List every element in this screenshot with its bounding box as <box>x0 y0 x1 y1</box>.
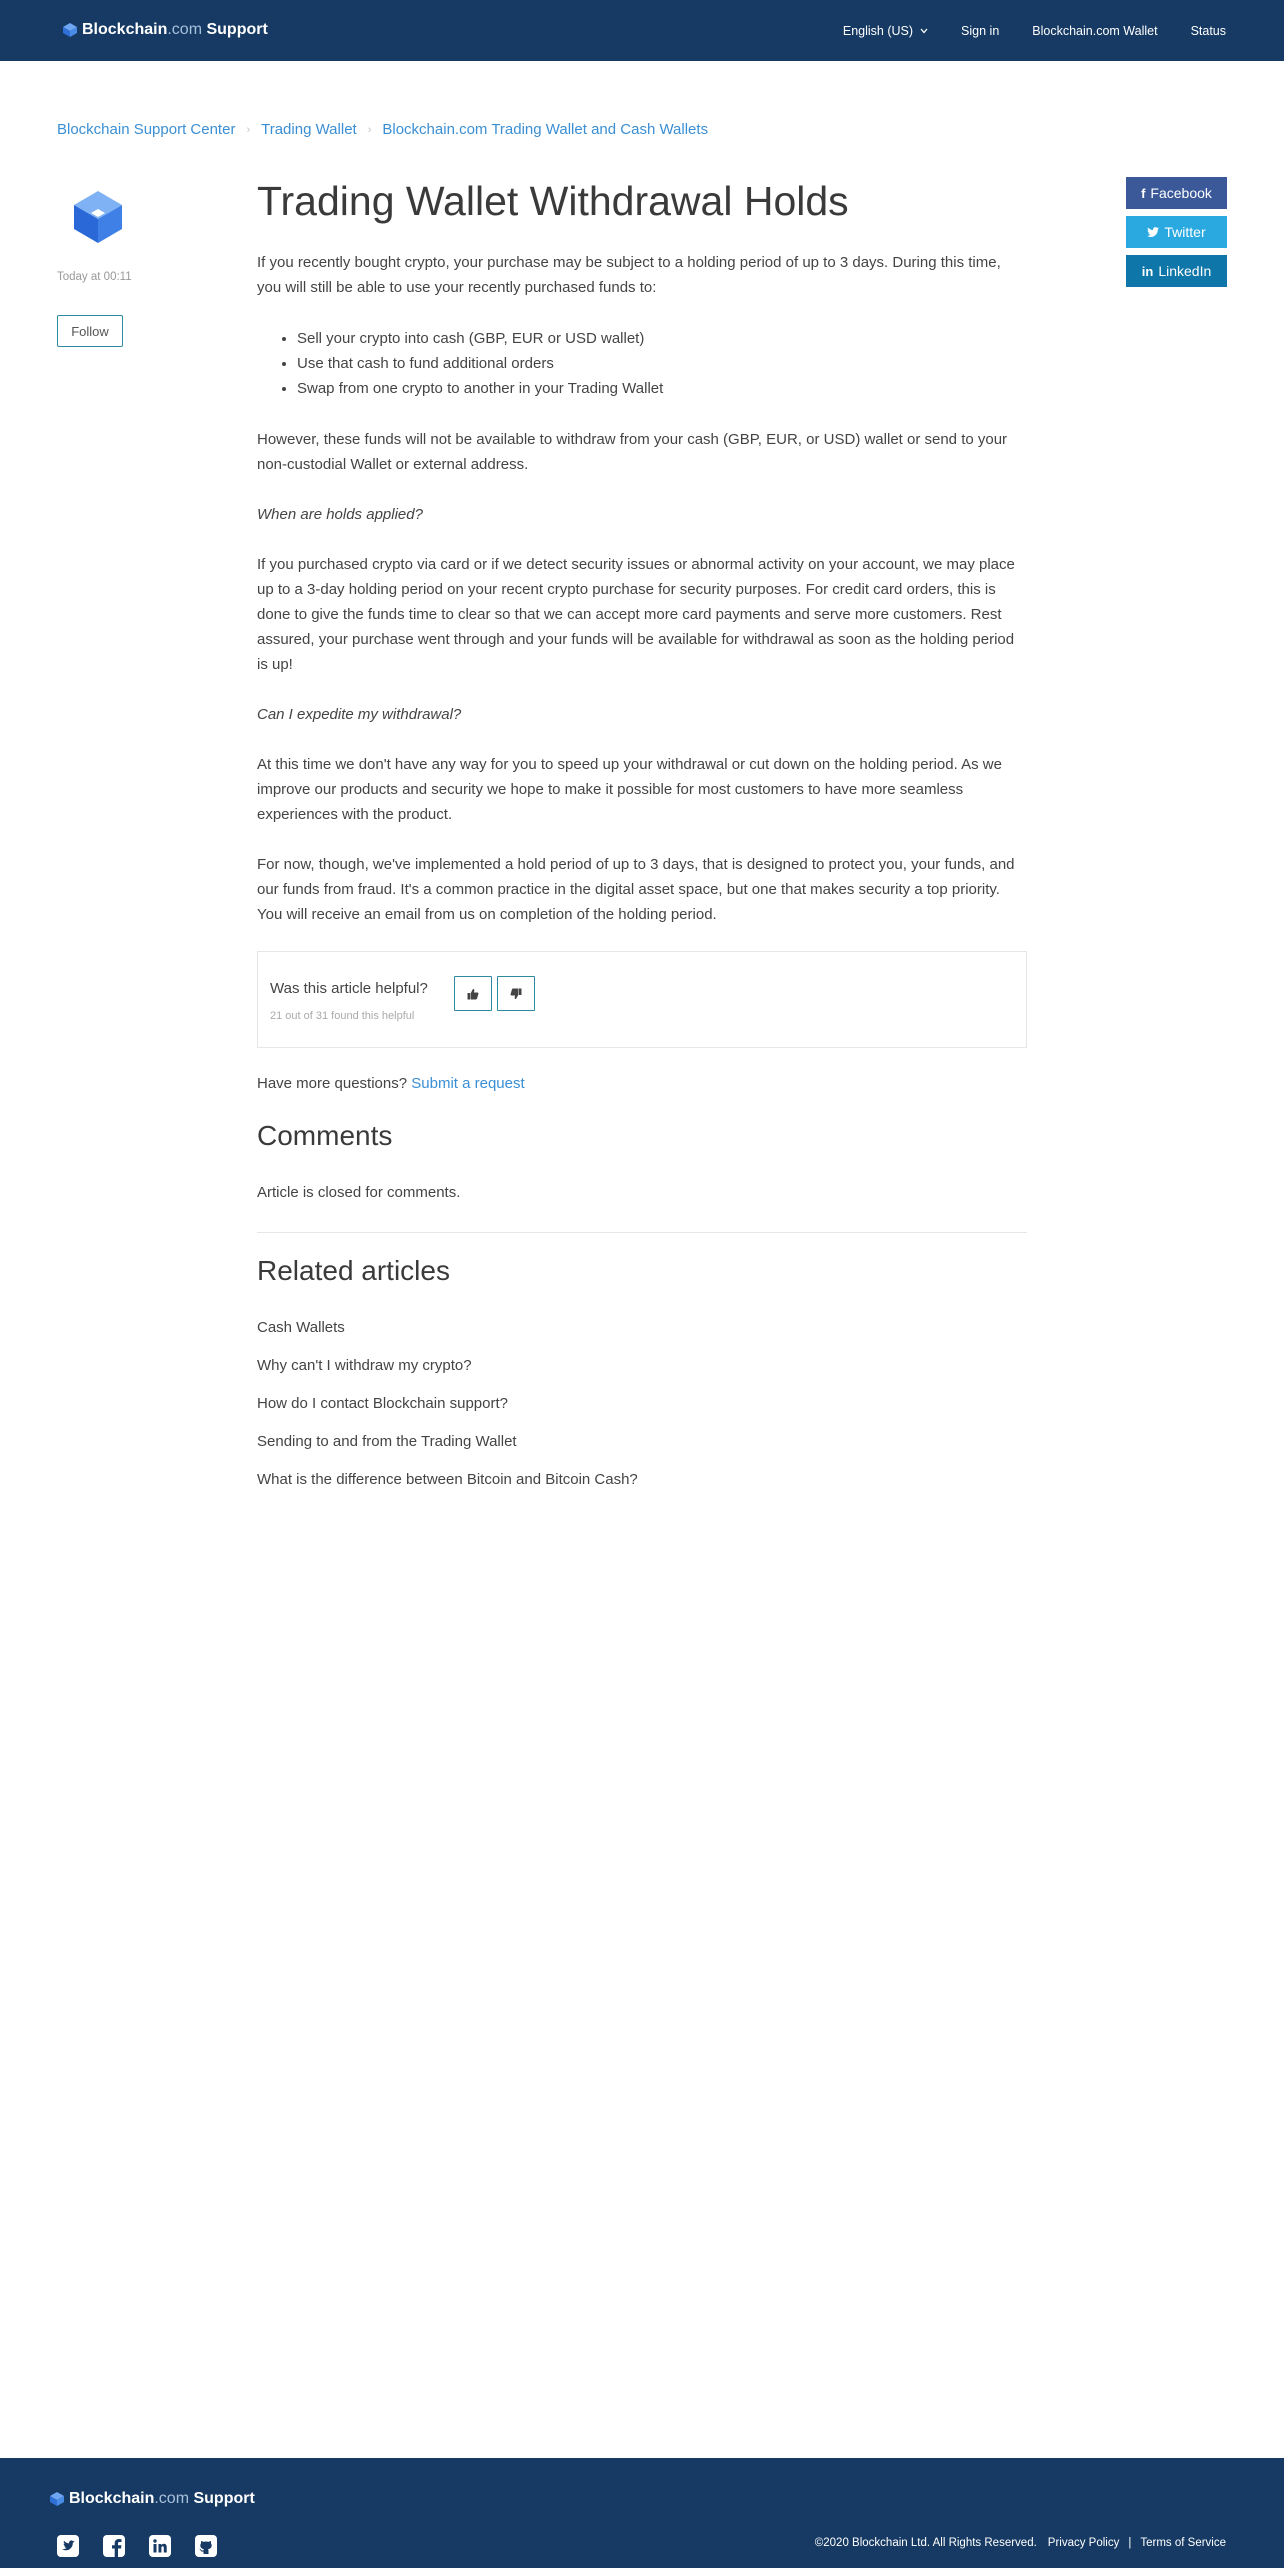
wallet-link[interactable]: Blockchain.com Wallet <box>1032 23 1158 38</box>
twitter-icon <box>1147 227 1159 237</box>
linkedin-icon: in <box>1141 263 1154 279</box>
vote-down-button[interactable] <box>497 976 535 1011</box>
article-paragraph: If you recently bought crypto, your purchase may be subject to a holding period of up to 3 days. During this time, you will still be able to use your recently purchased funds to: <box>257 254 1001 296</box>
breadcrumb-item-trading-wallet[interactable]: Trading Wallet <box>261 121 357 138</box>
share-facebook-label: Facebook <box>1150 185 1212 201</box>
breadcrumb-item-support-center[interactable]: Blockchain Support Center <box>57 121 236 138</box>
article-paragraph: For now, though, we've implemented a hold period of up to 3 days, that is designed to protect you, your funds, and our funds from fraud. It's a common practice in the digital asset space, but one that makes security a top priority. You will receive an email from us on completion of the holding period. <box>257 856 1015 923</box>
follow-button[interactable]: Follow <box>57 315 123 347</box>
breadcrumb-separator-icon: › <box>367 123 372 136</box>
list-item: • Sell your crypto into cash (GBP, EUR or USD wallet) <box>297 326 663 351</box>
breadcrumb-separator-icon: › <box>246 123 251 136</box>
comments-heading: Comments <box>257 1120 393 1151</box>
blockchain-logo-icon <box>50 2492 64 2506</box>
chevron-down-icon <box>920 28 928 34</box>
related-articles-list <box>257 1316 638 1506</box>
twitter-icon[interactable] <box>56 2534 80 2558</box>
linkedin-icon[interactable] <box>148 2534 172 2558</box>
related-article-link[interactable]: Why can't I withdraw my crypto? <box>257 1357 472 1374</box>
breadcrumb <box>57 121 708 138</box>
share-twitter-button[interactable] <box>1126 216 1227 248</box>
submit-request-link[interactable]: Submit a request <box>411 1075 525 1092</box>
copyright-text: ©2020 Blockchain Ltd. All Rights Reserved. <box>814 2537 1037 2549</box>
logo-main-text: Blockchain <box>69 2490 155 2507</box>
footer-social-links <box>56 2534 240 2558</box>
vote-count: 21 out of 31 found this helpful <box>270 1010 415 1022</box>
article-list <box>257 326 663 401</box>
github-icon[interactable] <box>194 2534 218 2558</box>
facebook-icon: f <box>1141 185 1146 201</box>
language-label: English (US) <box>842 23 914 38</box>
sign-in-link[interactable]: Sign in <box>961 23 1000 38</box>
related-article-link[interactable]: How do I contact Blockchain support? <box>257 1395 508 1412</box>
list-item: • Use that cash to fund additional orders <box>297 351 663 376</box>
facebook-icon[interactable] <box>102 2534 126 2558</box>
share-linkedin-button[interactable] <box>1126 255 1227 287</box>
share-twitter-label: Twitter <box>1164 224 1206 240</box>
header-nav <box>810 0 1226 61</box>
footer-logo[interactable] <box>50 2490 255 2508</box>
status-link[interactable]: Status <box>1190 23 1226 38</box>
divider <box>257 1232 1027 1233</box>
article-vote <box>257 951 1027 1048</box>
share-facebook-button[interactable] <box>1126 177 1227 209</box>
logo-dot-text: .com <box>167 21 203 38</box>
related-article-link[interactable]: What is the difference between Bitcoin and Bitcoin Cash? <box>257 1471 638 1488</box>
logo-main-text: Blockchain <box>82 21 168 38</box>
privacy-policy-link[interactable]: Privacy Policy <box>1047 2537 1120 2549</box>
breadcrumb-item-section[interactable]: Blockchain.com Trading Wallet and Cash Wallets <box>382 121 709 138</box>
footer-legal <box>815 2537 1226 2549</box>
more-questions <box>257 1075 525 1092</box>
vote-question: Was this article helpful? <box>270 980 428 997</box>
article <box>257 173 1027 923</box>
blockchain-logo-icon <box>63 23 77 37</box>
vote-up-button[interactable] <box>454 976 492 1011</box>
related-article-link[interactable]: Cash Wallets <box>257 1319 345 1336</box>
language-selector[interactable] <box>843 24 928 38</box>
related-article-link[interactable]: Sending to and from the Trading Wallet <box>257 1433 517 1450</box>
share-linkedin-label: LinkedIn <box>1158 263 1212 279</box>
avatar <box>67 185 129 247</box>
article-subheading: When are holds applied? <box>257 506 423 523</box>
article-paragraph: However, these funds will not be available to withdraw from your cash (GBP, EUR, or USD) wallet or send to your non-custodial Wallet or external address. <box>257 431 1008 473</box>
article-timestamp: Today at 00:11 <box>57 271 132 283</box>
comments-closed-text: Article is closed for comments. <box>257 1184 461 1201</box>
logo-suffix-text: Support <box>202 21 268 38</box>
footer-separator: | <box>1128 2537 1132 2549</box>
site-footer <box>0 2458 1284 2568</box>
article-paragraph: At this time we don't have any way for you to speed up your withdrawal or cut down on the holding period. As we improve our products and security we hope to make it possible for most customers to have more seamless experiences with the product. <box>257 756 1002 823</box>
site-header <box>0 0 1284 61</box>
related-articles-heading: Related articles <box>257 1255 450 1286</box>
thumbs-up-icon <box>467 988 479 1000</box>
terms-of-service-link[interactable]: Terms of Service <box>1140 2537 1226 2549</box>
logo-dot-text: .com <box>154 2490 190 2507</box>
thumbs-down-icon <box>510 988 522 1000</box>
page-title: Trading Wallet Withdrawal Holds <box>257 178 849 224</box>
header-logo[interactable] <box>63 20 268 40</box>
article-paragraph: If you purchased crypto via card or if we detect security issues or abnormal activity on your account, we may place up to a 3-day holding period on your recent crypto purchase for security purposes. For credit card orders, this is done to give the funds time to clear so that we can accept more card payments and serve more customers. Rest assured, your purchase went through and your funds will be available for withdrawal as soon as the holding period is up! <box>257 556 1015 673</box>
list-item: • Swap from one crypto to another in your Trading Wallet <box>297 376 663 401</box>
article-subheading: Can I expedite my withdrawal? <box>257 706 462 723</box>
more-questions-text: Have more questions? <box>257 1075 408 1092</box>
logo-suffix-text: Support <box>189 2490 255 2507</box>
share-buttons <box>1126 177 1227 294</box>
